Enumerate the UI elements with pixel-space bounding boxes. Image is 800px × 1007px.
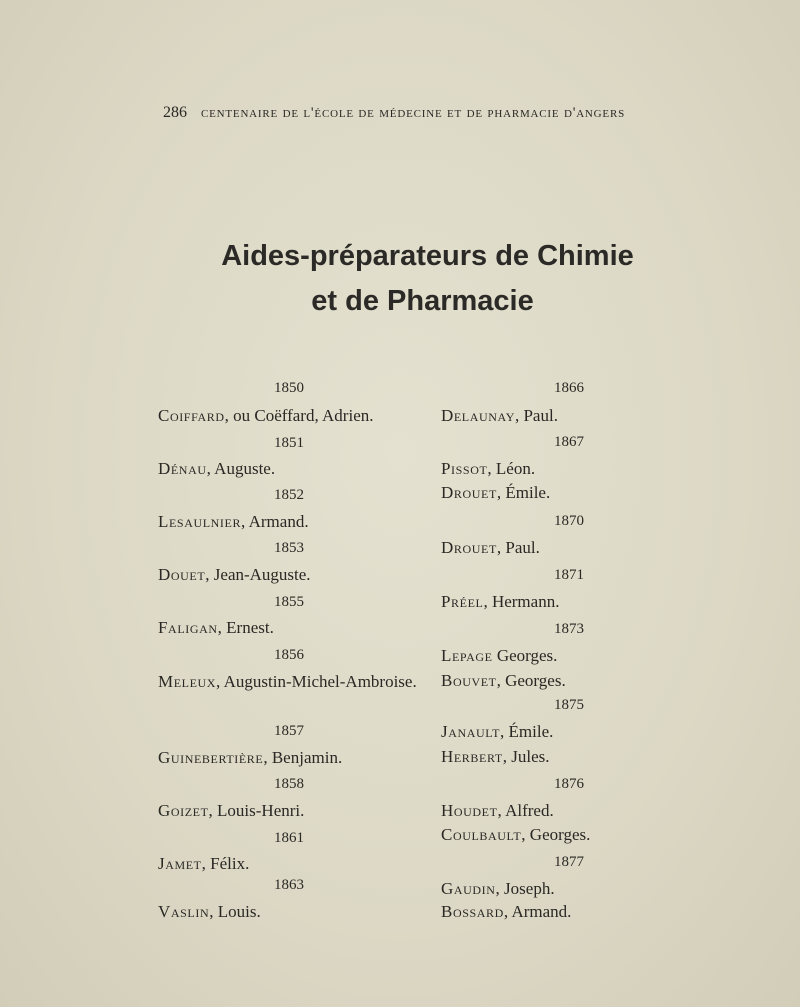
surname: Goizet xyxy=(158,801,209,820)
given-name: , Paul. xyxy=(514,406,558,425)
list-item xyxy=(441,800,554,822)
list-item xyxy=(158,405,373,427)
list-item xyxy=(441,746,550,768)
surname: Gaudin xyxy=(441,879,496,898)
given-name: , Joseph. xyxy=(495,879,555,898)
running-header xyxy=(163,104,723,122)
year-label: 1856 xyxy=(274,647,304,663)
year-label: 1851 xyxy=(274,435,304,451)
year-label: 1863 xyxy=(274,877,304,893)
surname: Coulbault xyxy=(441,825,522,844)
surname: Pissot xyxy=(441,459,488,478)
list-item xyxy=(158,853,249,875)
running-title: centenaire de l'école de médecine et de pharmacie d'angers xyxy=(201,105,625,121)
surname: Guinebertière xyxy=(158,748,264,767)
list-item xyxy=(441,824,590,846)
list-item xyxy=(441,482,550,504)
list-item xyxy=(158,747,342,769)
surname: Delaunay xyxy=(441,406,515,425)
surname: Bossard xyxy=(441,902,504,921)
list-item xyxy=(158,617,274,639)
given-name: , Émile. xyxy=(500,722,554,741)
given-name: , Jules. xyxy=(502,747,550,766)
surname: Dénau xyxy=(158,459,207,478)
surname: Lepage xyxy=(441,646,493,665)
surname: Faligan xyxy=(158,618,218,637)
year-label: 1861 xyxy=(274,830,304,846)
surname: Herbert xyxy=(441,747,503,766)
given-name: , Émile. xyxy=(496,483,551,502)
given-name: , Auguste. xyxy=(206,459,276,478)
list-item xyxy=(158,670,420,694)
given-name: , Louis. xyxy=(209,902,261,921)
surname: Drouet xyxy=(441,538,497,557)
given-name: , Paul. xyxy=(496,538,540,557)
given-name: , ou Coëffard, Adrien. xyxy=(224,406,374,425)
year-label: 1850 xyxy=(274,380,304,396)
page-number: 286 xyxy=(163,104,187,121)
given-name: , Ernest. xyxy=(217,618,274,637)
surname: Jamet xyxy=(158,854,202,873)
list-item xyxy=(158,901,261,923)
year-label: 1870 xyxy=(554,513,584,529)
given-name: , Benjamin. xyxy=(263,748,343,767)
list-item xyxy=(441,878,555,900)
surname: Douet xyxy=(158,565,206,584)
list-item xyxy=(441,537,540,559)
surname: Coiffard xyxy=(158,406,225,425)
list-item xyxy=(158,800,304,822)
given-name: , Georges. xyxy=(496,671,566,690)
given-name: , Louis-Henri. xyxy=(208,801,305,820)
given-name: , Armand. xyxy=(241,512,309,531)
given-name: , Jean-Auguste. xyxy=(205,565,311,584)
list-item xyxy=(441,670,566,692)
list-item xyxy=(158,511,309,533)
year-label: 1876 xyxy=(554,776,584,792)
list-item xyxy=(441,721,553,743)
given-name: , Hermann. xyxy=(483,592,560,611)
year-label: 1853 xyxy=(274,540,304,556)
given-name: , Augustin-Michel-Ambroise. xyxy=(216,672,417,691)
list-item xyxy=(441,645,557,667)
year-label: 1867 xyxy=(554,434,584,450)
surname: Bouvet xyxy=(441,671,497,690)
list-item xyxy=(441,591,559,613)
surname: Meleux xyxy=(158,672,217,691)
year-label: 1855 xyxy=(274,594,304,610)
year-label: 1858 xyxy=(274,776,304,792)
surname: Vaslin xyxy=(158,902,210,921)
section-title-line-1: Aides-préparateurs de Chimie xyxy=(221,240,634,272)
year-label: 1857 xyxy=(274,723,304,739)
surname: Drouet xyxy=(441,483,497,502)
list-item xyxy=(441,458,535,480)
list-item xyxy=(158,564,311,586)
year-label: 1852 xyxy=(274,487,304,503)
given-name: Georges. xyxy=(492,646,558,665)
given-name: , Léon. xyxy=(487,459,536,478)
year-label: 1877 xyxy=(554,854,584,870)
given-name: , Félix. xyxy=(201,854,250,873)
surname: Préel xyxy=(441,592,484,611)
year-label: 1873 xyxy=(554,621,584,637)
year-label: 1875 xyxy=(554,697,584,713)
given-name: , Alfred. xyxy=(497,801,554,820)
list-item xyxy=(441,405,558,427)
year-label: 1871 xyxy=(554,567,584,583)
surname: Houdet xyxy=(441,801,498,820)
surname: Lesaulnier xyxy=(158,512,242,531)
given-name: , Armand. xyxy=(503,902,572,921)
list-item xyxy=(158,458,275,480)
given-name: , Georges. xyxy=(521,825,591,844)
list-item xyxy=(441,901,571,923)
section-title-line-2: et de Pharmacie xyxy=(311,285,534,317)
surname: Janault xyxy=(441,722,501,741)
year-label: 1866 xyxy=(554,380,584,396)
